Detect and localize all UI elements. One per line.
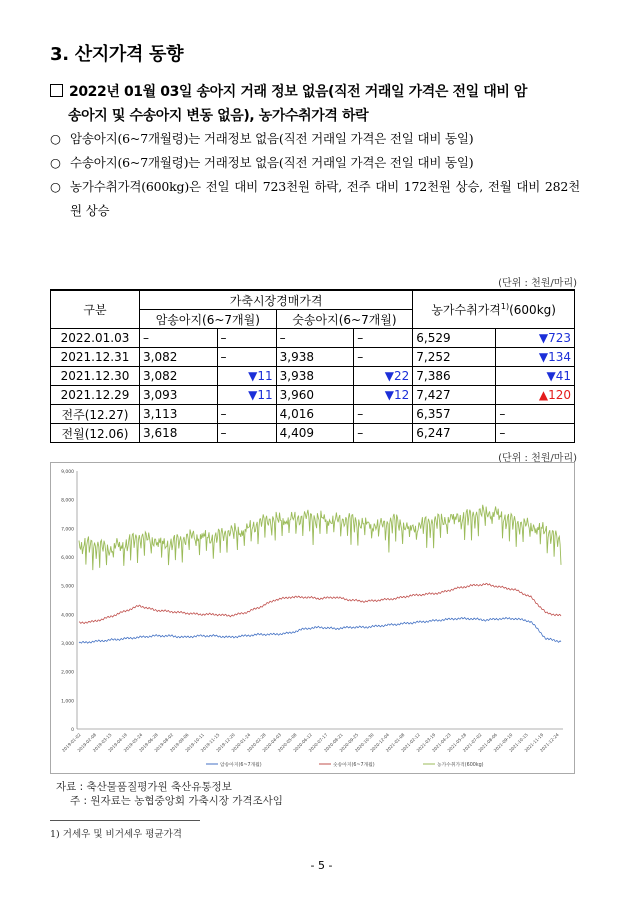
x-tick-label: 2019-09-06	[168, 732, 190, 753]
x-tick-label: 2019-05-24	[122, 732, 144, 753]
table-cell-female: 3,618	[140, 424, 218, 443]
table-cell-male: 4,409	[276, 424, 354, 443]
table-cell-female: 3,093	[140, 386, 218, 405]
chart-unit-label: (단위 : 천원/마리)	[498, 453, 577, 464]
y-tick-label: 4,000	[61, 613, 74, 619]
table-cell-female-change: –	[217, 424, 276, 443]
series-line	[79, 505, 561, 570]
legend-label: 농가수취가격(600kg)	[437, 763, 484, 768]
x-tick-label: 2020-12-04	[369, 732, 391, 753]
x-tick-label: 2021-04-23	[431, 732, 452, 753]
circle-bullet-icon: ○	[50, 155, 61, 170]
table-cell-female-change: –	[217, 405, 276, 424]
table-row	[51, 348, 575, 367]
header-market: 가축시장경매가격	[140, 290, 413, 310]
table-cell-farm: 7,386	[413, 367, 496, 386]
x-tick-label: 2019-11-15	[199, 732, 221, 753]
x-tick-label: 2019-04-19	[107, 732, 128, 753]
note-text: 주 : 원자료는 농협중앙회 가축시장 가격조사임	[70, 795, 283, 807]
table-cell-date: 전주(12.27)	[51, 405, 140, 424]
table-cell-farm: 7,427	[413, 386, 496, 405]
x-tick-label: 2021-11-19	[523, 732, 545, 753]
x-tick-label: 2021-01-08	[384, 732, 406, 753]
legend-label: 암송아지(6~7개월)	[220, 763, 262, 768]
table-row	[51, 424, 575, 443]
footnote-divider	[50, 820, 200, 821]
x-tick-label: 2019-10-11	[184, 732, 206, 753]
series-line	[79, 617, 561, 643]
x-tick-label: 2020-01-24	[230, 732, 252, 753]
table-cell-female-change: –	[217, 329, 276, 348]
table-cell-female-change: ▼11	[217, 386, 276, 405]
table-cell-female: 3,082	[140, 367, 218, 386]
y-tick-label: 5,000	[61, 584, 74, 590]
table-cell-date: 전월(12.06)	[51, 424, 140, 443]
x-tick-label: 2019-12-20	[215, 732, 236, 753]
x-tick-label: 2021-09-10	[492, 732, 514, 753]
price-line-chart	[51, 463, 574, 773]
price-chart	[50, 462, 575, 774]
table-cell-male: 4,016	[276, 405, 354, 424]
y-tick-label: 0	[71, 728, 74, 733]
table-cell-male-change: –	[354, 405, 413, 424]
x-tick-label: 2020-10-30	[353, 732, 375, 753]
table-cell-male-change: ▼22	[354, 367, 413, 386]
table-cell-farm-change: ▲120	[496, 386, 575, 405]
circle-bullet-icon: ○	[50, 179, 61, 194]
table-cell-male: 3,938	[276, 348, 354, 367]
table-cell-date: 2022.01.03	[51, 329, 140, 348]
table-cell-farm: 7,252	[413, 348, 496, 367]
header-group: 구분	[51, 290, 140, 329]
x-tick-label: 2021-08-06	[477, 732, 499, 753]
x-tick-label: 2020-04-03	[261, 732, 283, 753]
table-cell-farm-change: ▼41	[496, 367, 575, 386]
y-tick-label: 6,000	[61, 556, 74, 561]
table-cell-farm: 6,357	[413, 405, 496, 424]
header-male: 숫송아지(6~7개월)	[276, 310, 413, 329]
circle-bullet-icon: ○	[50, 131, 61, 146]
x-tick-label: 2021-10-15	[508, 732, 529, 753]
table-cell-female-change: ▼11	[217, 367, 276, 386]
table-cell-male: 3,938	[276, 367, 354, 386]
x-tick-label: 2021-07-02	[461, 732, 483, 753]
x-tick-label: 2021-02-12	[400, 732, 421, 753]
table-cell-farm-change: ▼134	[496, 348, 575, 367]
x-tick-label: 2021-03-19	[415, 732, 437, 753]
table-row	[51, 386, 575, 405]
x-tick-label: 2021-12-24	[538, 732, 560, 753]
table-cell-male-change: –	[354, 424, 413, 443]
table-cell-farm-change: –	[496, 405, 575, 424]
x-tick-label: 2020-06-12	[292, 732, 313, 753]
table-cell-male-change: –	[354, 329, 413, 348]
section-title: 3. 산지가격 동향	[50, 44, 184, 65]
x-tick-label: 2019-02-08	[76, 732, 98, 753]
x-tick-label: 2019-06-28	[138, 732, 159, 753]
table-row	[51, 367, 575, 386]
y-tick-label: 3,000	[61, 642, 74, 647]
table-row	[51, 329, 575, 348]
table-cell-date: 2021.12.31	[51, 348, 140, 367]
bullet-item: ○ 농가수취가격(600kg)은 전일 대비 723천원 하락, 전주 대비 172천원 상승, 전월 대비 282천원 상승	[50, 175, 580, 223]
x-tick-label: 2020-09-25	[338, 732, 360, 753]
headline-line1: 2022년 01월 03일 송아지 거래 정보 없음(직전 거래일 가격은 전일 대비 암	[69, 84, 528, 100]
page-number: - 5 -	[310, 859, 333, 872]
table-cell-female: 3,082	[140, 348, 218, 367]
table-cell-farm: 6,247	[413, 424, 496, 443]
table-cell-female-change: –	[217, 348, 276, 367]
bullet-item: ○ 수송아지(6~7개월령)는 거래정보 없음(직전 거래일 가격은 전일 대비 동일)	[50, 151, 580, 175]
table-cell-male: 3,960	[276, 386, 354, 405]
table-cell-male-change: –	[354, 348, 413, 367]
header-farm: 농가수취가격$^{1)}$(600kg)	[413, 290, 575, 329]
table-cell-male-change: ▼12	[354, 386, 413, 405]
x-tick-label: 2020-08-21	[323, 732, 344, 753]
x-tick-label: 2019-08-02	[153, 732, 175, 753]
table-cell-male: –	[276, 329, 354, 348]
table-cell-date: 2021.12.29	[51, 386, 140, 405]
y-tick-label: 9,000	[61, 470, 74, 475]
y-tick-label: 8,000	[61, 498, 74, 504]
y-tick-label: 1,000	[61, 699, 74, 705]
source-block	[56, 780, 283, 808]
table-cell-farm-change: –	[496, 424, 575, 443]
x-tick-label: 2020-02-28	[245, 732, 267, 753]
x-tick-label: 2021-05-28	[446, 732, 468, 753]
headline-line2: 송아지 및 수송아지 변동 없음), 농가수취가격 하락	[68, 108, 369, 124]
table-unit-label: (단위 : 천원/마리)	[498, 278, 577, 289]
x-tick-label: 2019-01-02	[60, 732, 82, 753]
y-tick-label: 2,000	[61, 670, 74, 676]
legend-label: 숫송아지(6~7개월)	[333, 763, 375, 768]
x-tick-label: 2019-03-15	[91, 732, 113, 753]
footnote: 1) 거세우 및 비거세우 평균가격	[50, 829, 182, 840]
table-row	[51, 405, 575, 424]
table-cell-female: –	[140, 329, 218, 348]
price-table	[50, 289, 575, 443]
table-cell-farm-change: ▼723	[496, 329, 575, 348]
header-female: 암송아지(6~7개월)	[140, 310, 277, 329]
x-tick-label: 2020-07-17	[307, 732, 329, 753]
table-cell-date: 2021.12.30	[51, 367, 140, 386]
headline	[50, 80, 595, 128]
series-line	[79, 583, 561, 623]
square-bullet-icon	[50, 84, 63, 97]
source-text: 자료 : 축산물품질평가원 축산유통정보	[56, 781, 232, 793]
bullet-list	[50, 127, 580, 223]
table-cell-female: 3,113	[140, 405, 218, 424]
table-cell-farm: 6,529	[413, 329, 496, 348]
y-tick-label: 7,000	[61, 527, 74, 533]
x-tick-label: 2020-05-08	[276, 732, 298, 753]
bullet-item: ○ 암송아지(6~7개월령)는 거래정보 없음(직전 거래일 가격은 전일 대비 동일)	[50, 127, 580, 151]
